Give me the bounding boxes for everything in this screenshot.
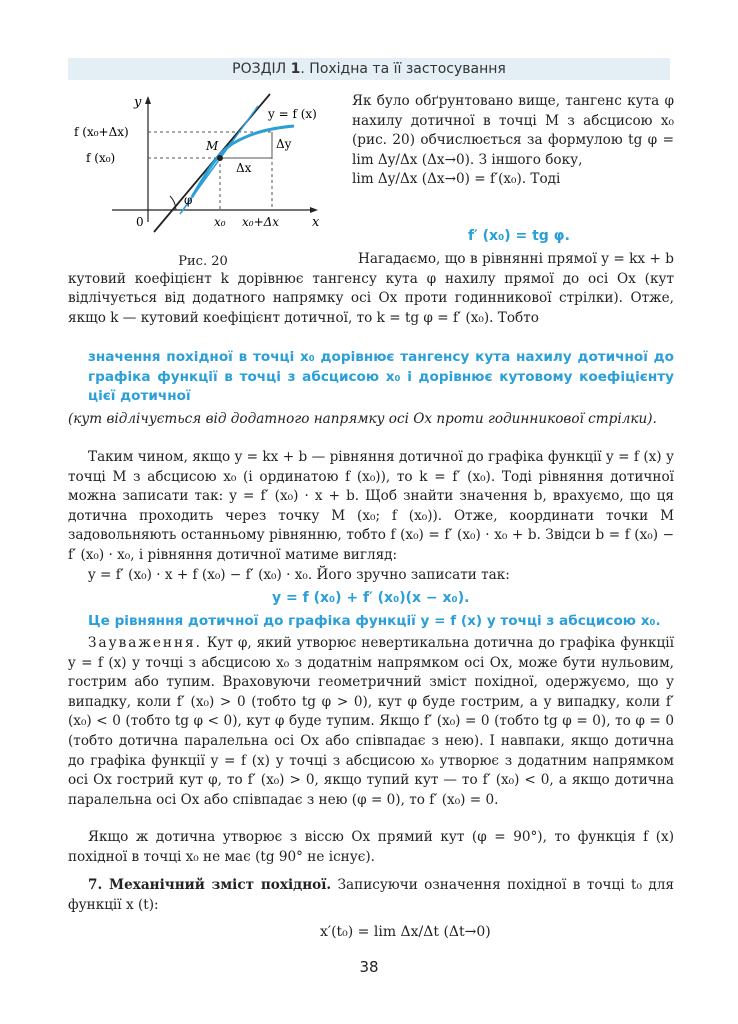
p1-formula2: lim Δy/Δx (Δx→0) = f′(x₀). Тоді <box>352 171 561 188</box>
label-x0dx: x₀+Δx <box>242 215 280 229</box>
section-title: . Похідна та її застосування <box>300 61 506 77</box>
y-arrow <box>145 96 151 104</box>
paragraph-2: Нагадаємо, що в рівнянні прямої y = kx + b кутовий коефіцієнт k дорівнює тангенсу кута φ нахилу прямої до осі Ox (кут відлічується від додатного напрямку осі Ox проти годинникової стрілки). Отже, якщо k — кутовий коефіцієнт дотичної, то k = tg φ = f′ (x₀). Тобто <box>68 251 674 326</box>
label-origin: 0 <box>136 215 144 229</box>
section-7-text: Записуючи означення похідної в точці t₀ для функції x (t): <box>68 877 674 913</box>
chapter-header <box>68 58 670 80</box>
figure-caption: Рис. 20 <box>178 254 228 269</box>
paragraph-1 <box>352 92 674 190</box>
rule-2: Це рівняння дотичної до графіка функції y = f (x) у точці з абсцисою x₀. <box>88 613 661 629</box>
page-number: 38 <box>359 958 379 976</box>
rule-1: значення похідної в точці x₀ дорівнює тангенсу кута нахилу дотичної до графіка функції в точці з абсцисою x₀ і дорівнює кутовому коефіцієнту цієї дотичної <box>88 349 674 405</box>
section-number: 1 <box>290 61 301 77</box>
note-label: Зауваження. <box>88 635 202 651</box>
label-dy: Δy <box>276 137 292 151</box>
label-x0: x₀ <box>214 215 226 229</box>
paragraph-4: Якщо ж дотична утворює з віссю Ox прямий кут (φ = 90°), то функція f (x) похідної в точці x₀ не має (tg 90° не існує). <box>68 829 674 865</box>
p3-formula: y = f′ (x₀) · x + f (x₀) − f′ (x₀) · x₀. Його зручно записати так: <box>88 567 510 583</box>
label-y: y <box>134 95 142 110</box>
section-7-formula: x′(t₀) = lim Δx/Δt (Δt→0) <box>320 924 491 940</box>
label-fx0dx: f (x₀+Δx) <box>74 125 129 139</box>
label-m: M <box>206 139 219 153</box>
rule-1-note: (кут відлічується від додатного напрямку осі Ox проти годинникової стрілки). <box>68 411 657 427</box>
p1-result: f′ (x₀) = tg φ. <box>468 228 570 244</box>
note-text: Кут φ, який утворює невертикальна дотична до графіка функції y = f (x) у точці з абсцисою x₀ з додатнім напрямком осі Ox, може бути нульовим, гострим або тупим. Враховуючи геометричний зміст похідної, одержуємо, що у випадку, коли f′ (x₀) > 0 (тобто tg φ > 0), кут φ буде гострим, а у випадку, коли f′ (x₀) < 0 (тобто tg φ < 0), кут φ буде тупим. Якщо f′ (x₀) = 0 (тобто tg φ = 0), то φ = 0 (тобто дотична паралельна осі Ox або співпадає з нею). І навпаки, якщо дотична до графіка функції y = f (x) у точці з абсцисою x₀ утворює з додатним напрямком осі Ox гострий кут φ, то f′ (x₀) > 0, якщо тупий кут — то f′ (x₀) < 0, а якщо дотична паралельна осі Ox або співпадає з нею (φ = 0), то f′ (x₀) = 0. <box>68 635 674 808</box>
point-m <box>217 155 223 161</box>
label-dx: Δx <box>236 161 252 175</box>
tangent-equation: y = f (x₀) + f′ (x₀)(x − x₀). <box>272 590 470 606</box>
label-curve: y = f (x) <box>268 107 317 121</box>
label-x: x <box>312 215 320 230</box>
label-fx0: f (x₀) <box>86 151 116 165</box>
x-arrow <box>310 207 318 213</box>
section-7 <box>68 876 674 915</box>
section-7-title: 7. Механічний зміст похідної. <box>88 877 332 893</box>
p1-formula: tg φ = lim Δy/Δx (Δx→0). <box>352 132 674 168</box>
p1-cont: З іншого боку, <box>478 151 583 168</box>
section-word: РОЗДІЛ <box>232 61 287 77</box>
label-phi: φ <box>184 193 193 207</box>
paragraph-3: Таким чином, якщо y = kx + b — рівняння дотичної до графіка функції y = f (x) у точці M з абсцисою x₀ (і ординатою f (x₀)), то k = f′ (x₀). Тоді рівняння дотичної можна записати так: y = f′ (x₀) · x + b. Щоб знайти значення b, врахуємо, що ця дотична проходить через точку M (x₀; f (x₀)). Отже, координати точки M задовольняють останньому рівнянню, тобто f (x₀) = f′ (x₀) · x₀ + b. Звідси b = f (x₀) − f′ (x₀) · x₀, і рівняння дотичної матиме вигляд: <box>68 449 674 563</box>
note-paragraph <box>68 634 674 810</box>
p1-text: Як було обґрунтовано вище, тангенс кута φ нахилу дотичної в точці M з абсцисою x₀ (рис. 20) обчислюється за формулою <box>352 93 674 149</box>
